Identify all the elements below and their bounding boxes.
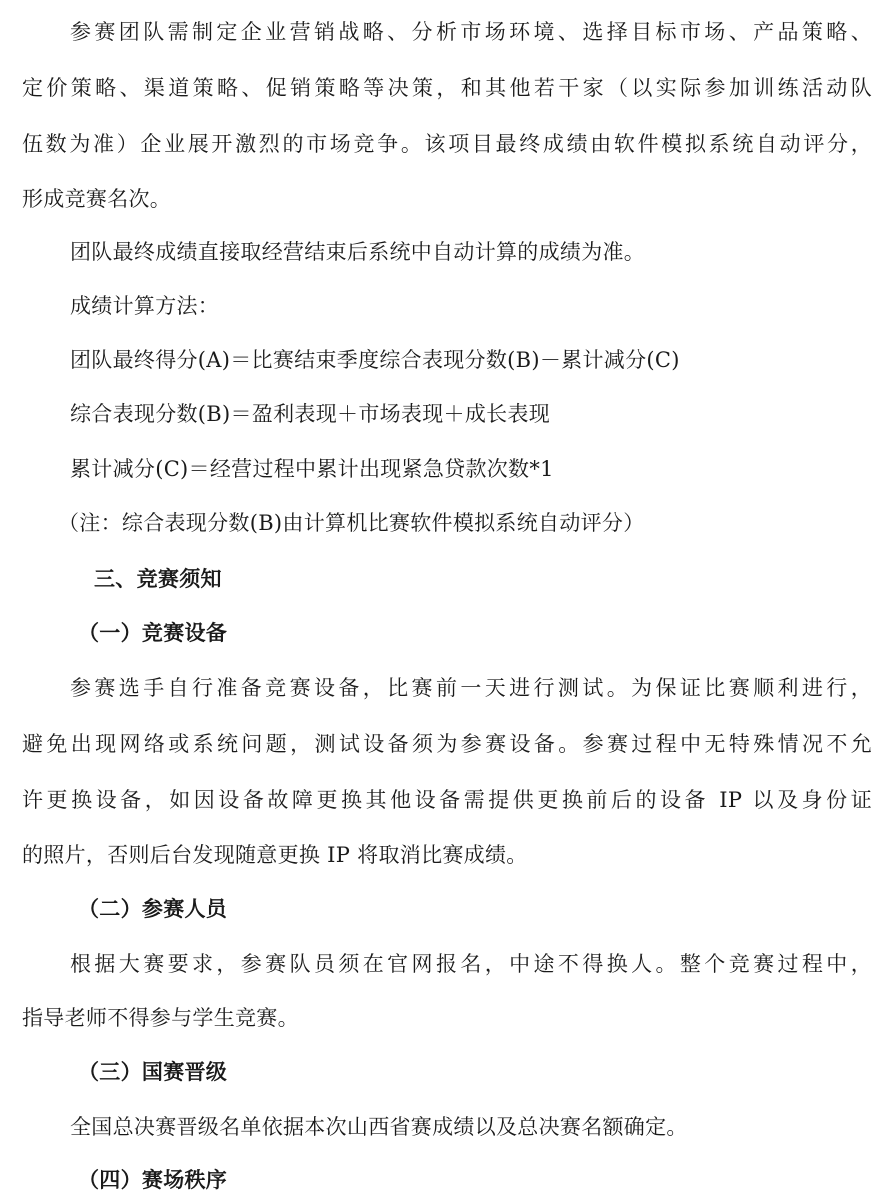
paragraph-line: 定价策略、渠道策略、促销策略等决策，和其他若干家（以实际参加训练活动队: [22, 76, 872, 100]
paragraph-line: 团队最终成绩直接取经营结束后系统中自动计算的成绩为准。: [70, 240, 646, 264]
paragraph-line: 根据大赛要求，参赛队员须在官网报名，中途不得换人。整个竞赛过程中，: [70, 952, 872, 976]
paragraph-line: 参赛团队需制定企业营销战略、分析市场环境、选择目标市场、产品策略、: [70, 20, 872, 44]
paragraph-line: 参赛选手自行准备竞赛设备，比赛前一天进行测试。为保证比赛顺利进行，: [70, 676, 872, 700]
paragraph-line: 避免出现网络或系统问题，测试设备须为参赛设备。参赛过程中无特殊情况不允: [22, 732, 872, 756]
formula-line: 团队最终得分(A)＝比赛结束季度综合表现分数(B)－累计减分(C): [70, 348, 680, 372]
subsection-heading: （三）国赛晋级: [78, 1059, 228, 1084]
paragraph-line: 全国总决赛晋级名单依据本次山西省赛成绩以及总决赛名额确定。: [70, 1115, 688, 1139]
section-heading: 三、竞赛须知: [94, 566, 222, 591]
paragraph-line: 的照片，否则后台发现随意更换 IP 将取消比赛成绩。: [22, 843, 528, 867]
subsection-heading: （一）竞赛设备: [78, 620, 228, 645]
paragraph-line: 伍数为准）企业展开激烈的市场竞争。该项目最终成绩由软件模拟系统自动评分，: [22, 132, 872, 156]
formula-line: 综合表现分数(B)＝盈利表现＋市场表现＋成长表现: [70, 402, 551, 426]
subsection-heading: （四）赛场秩序: [78, 1167, 228, 1192]
note-line: （注：综合表现分数(B)由计算机比赛软件模拟系统自动评分）: [58, 511, 645, 535]
paragraph-line: 成绩计算方法：: [70, 294, 220, 318]
paragraph-line: 形成竞赛名次。: [22, 187, 172, 211]
formula-line: 累计减分(C)＝经营过程中累计出现紧急贷款次数*1: [70, 457, 554, 481]
paragraph-line: 指导老师不得参与学生竞赛。: [22, 1006, 299, 1030]
subsection-heading: （二）参赛人员: [78, 896, 228, 921]
paragraph-line: 许更换设备，如因设备故障更换其他设备需提供更换前后的设备 IP 以及身份证: [22, 788, 872, 812]
